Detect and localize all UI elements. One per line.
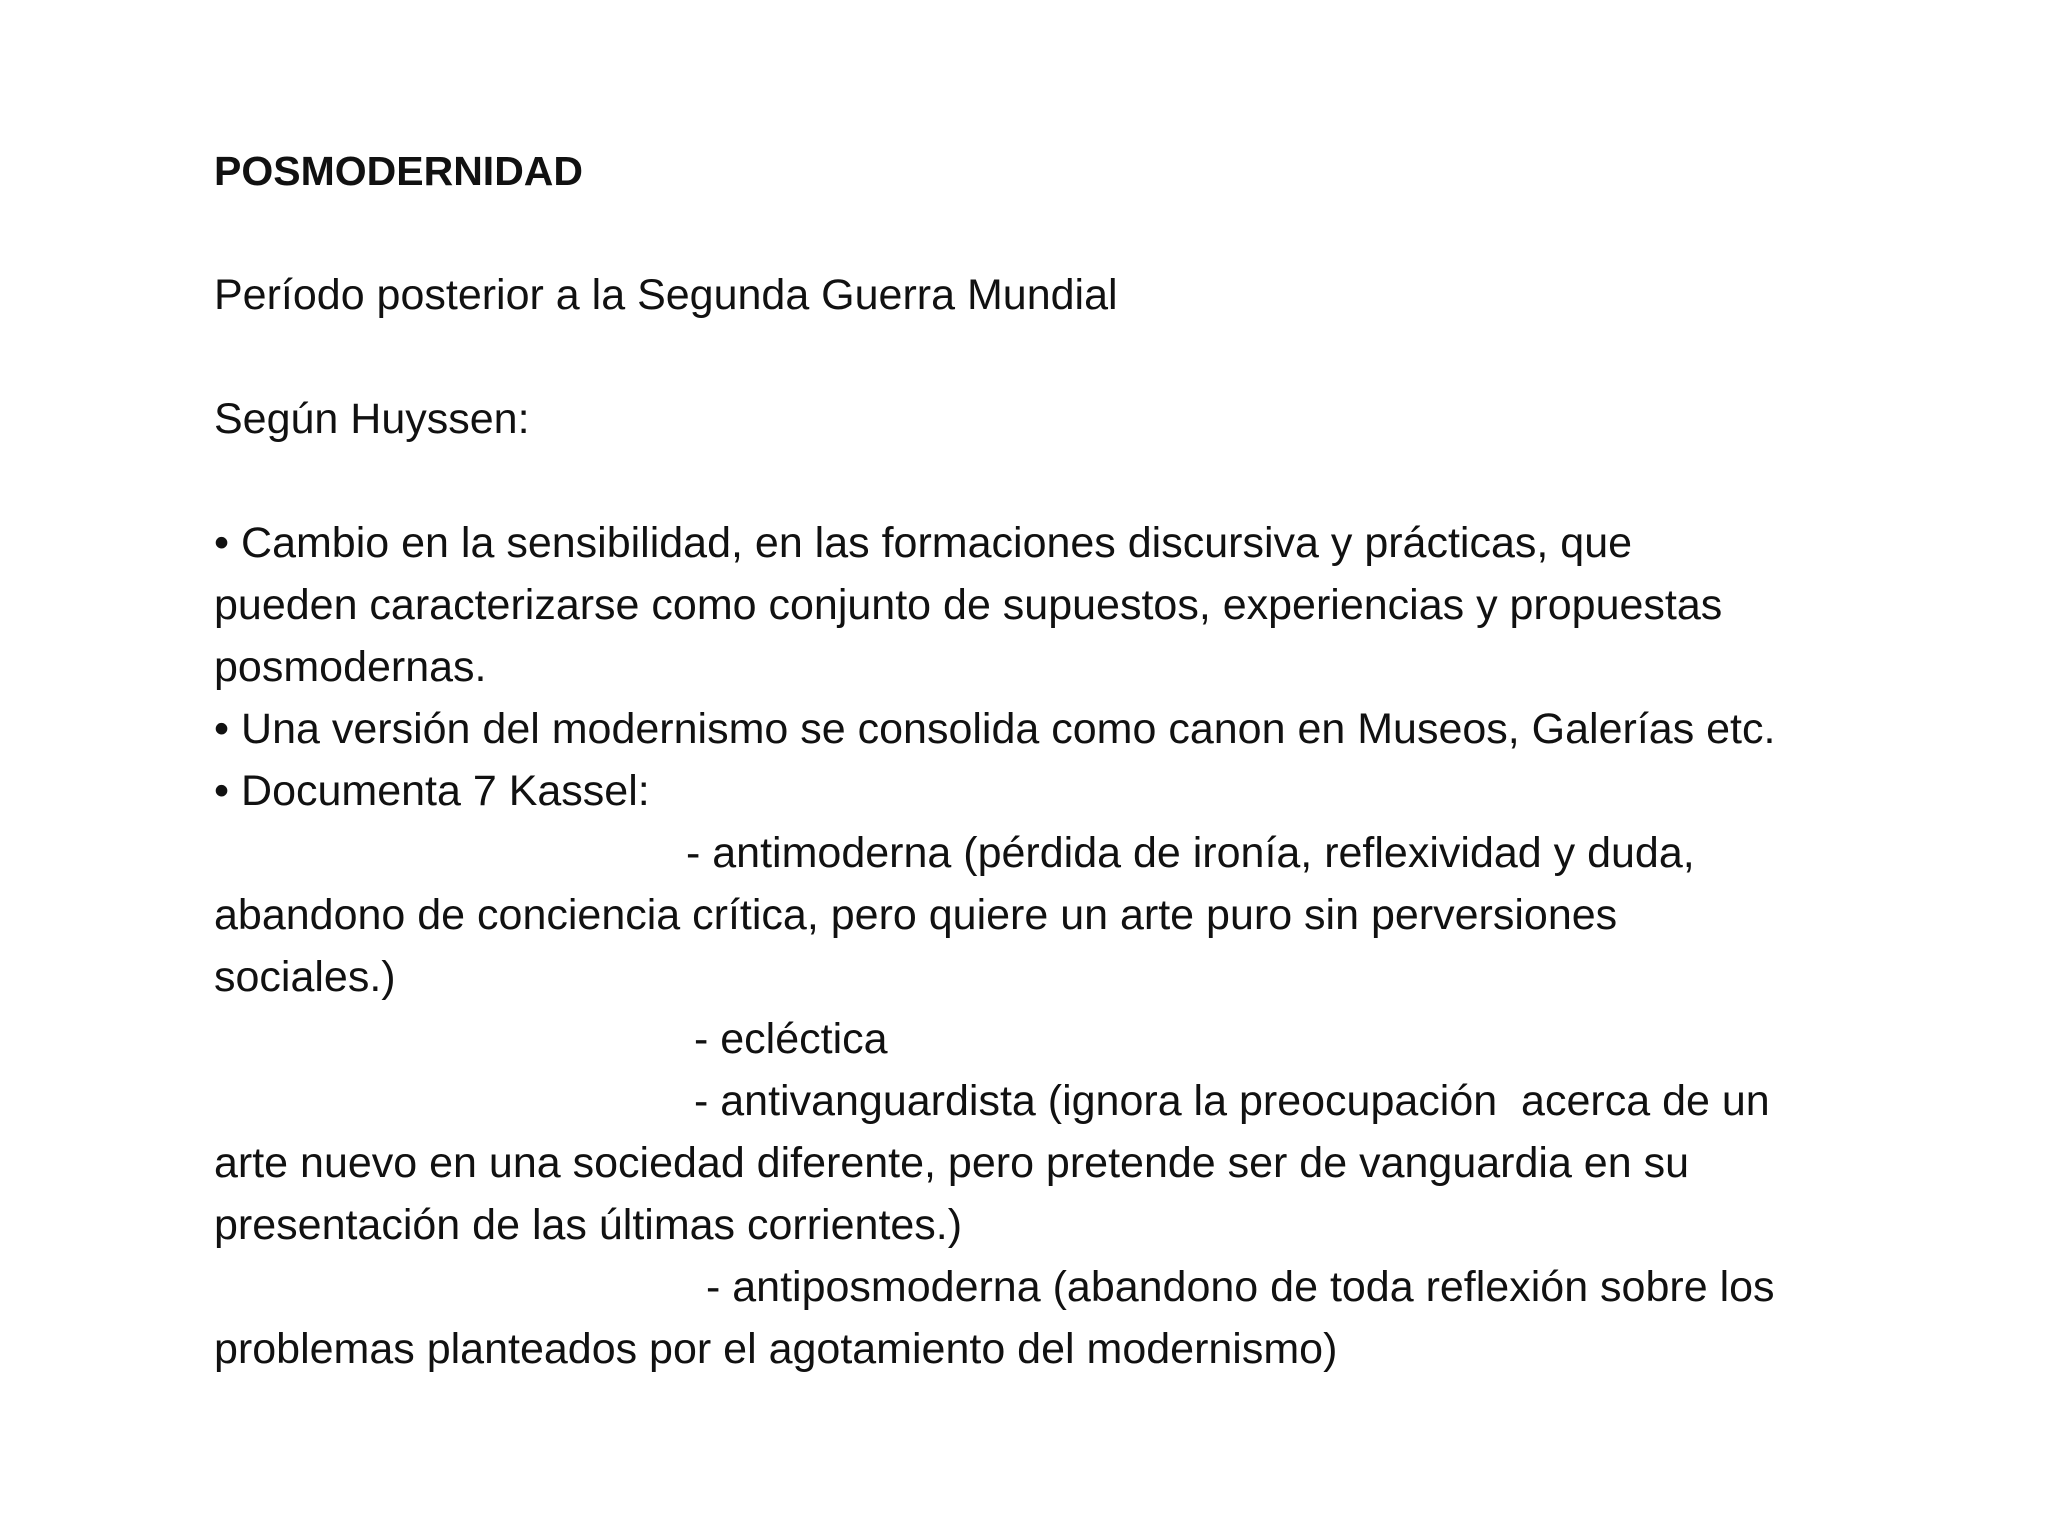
bullet-icon: • [214, 767, 230, 815]
spacer [214, 450, 2014, 512]
sub-item-text: problemas planteados por el agotamiento del modernismo) [214, 1325, 1338, 1373]
slide-content [214, 140, 2014, 1380]
bullet-line [214, 760, 2014, 822]
sub-item-text: - antiposmoderna (abandono de toda reflexión sobre los [706, 1263, 1775, 1311]
sub-item-text: - ecléctica [694, 1015, 888, 1063]
bullet-line [214, 512, 2014, 574]
sub-item-text: presentación de las últimas corrientes.) [214, 1201, 963, 1249]
sub-item [214, 822, 2014, 1008]
bullet-line [214, 698, 2014, 760]
spacer [214, 202, 2014, 264]
bullet-text: Documenta 7 Kassel: [229, 767, 650, 815]
sub-item-text: - antimoderna (pérdida de ironía, reflexividad y duda, [686, 829, 1695, 877]
bullet-text: Una versión del modernismo se consolida como canon en Museos, Galerías etc. [229, 705, 1776, 753]
sub-item-text: - antivanguardista (ignora la preocupación acerca de un [694, 1077, 1770, 1125]
bullet-icon: • [214, 705, 230, 753]
bullet-icon: • [214, 519, 230, 567]
bullet-item [214, 512, 2014, 698]
author-intro-text: Según Huyssen: [214, 395, 530, 443]
sub-item [214, 1256, 2014, 1380]
bullet-item [214, 698, 2014, 760]
bullet-text: pueden caracterizarse como conjunto de supuestos, experiencias y propuestas [214, 581, 1723, 629]
sub-item [214, 1070, 2014, 1256]
sub-item-text: sociales.) [214, 953, 396, 1001]
bullet-item [214, 760, 2014, 822]
subtitle-text: Período posterior a la Segunda Guerra Mundial [214, 271, 1118, 319]
bullet-text: Cambio en la sensibilidad, en las formaciones discursiva y prácticas, que [229, 519, 1633, 567]
sub-item-text: abandono de conciencia crítica, pero quiere un arte puro sin perversiones [214, 891, 1618, 939]
sub-item-text: arte nuevo en una sociedad diferente, pero pretende ser de vanguardia en su [214, 1139, 1689, 1187]
page-title: POSMODERNIDAD [214, 148, 584, 194]
sub-item [214, 1008, 2014, 1070]
spacer [214, 326, 2014, 388]
bullet-text: posmodernas. [214, 643, 487, 691]
